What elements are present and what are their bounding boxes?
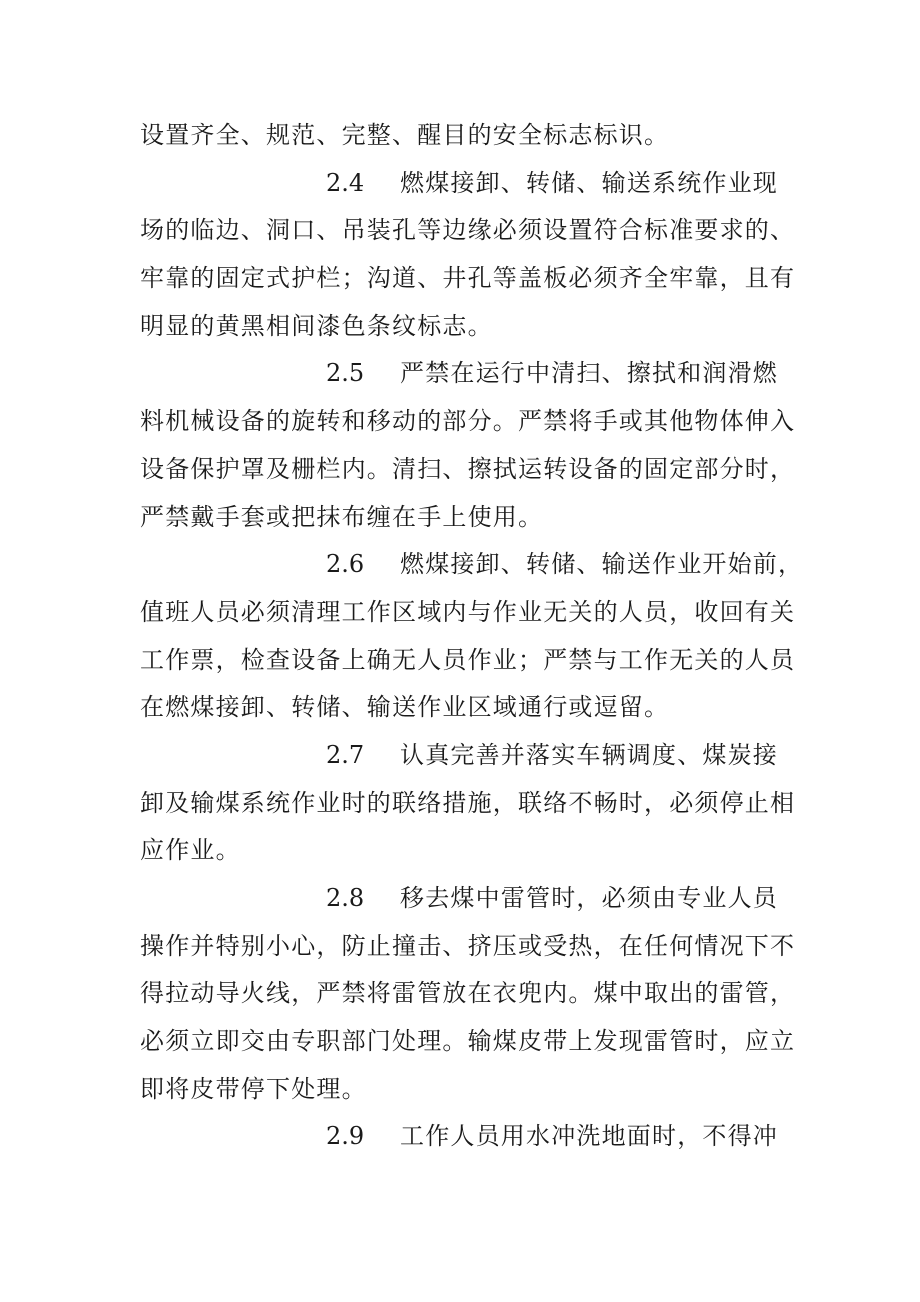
text-line	[140, 1018, 796, 1066]
text-line	[140, 1113, 790, 1161]
line-text: 牢靠的固定式护栏；沟道、井孔等盖板必须齐全牢靠，且有	[140, 264, 796, 293]
clause-number: 2.7	[326, 740, 365, 769]
line-text: 操作并特别小心，防止撞击、挤压或受热，在任何情况下不	[140, 931, 796, 960]
text-line	[140, 684, 790, 732]
line-text: 工作人员用水冲洗地面时，不得冲	[400, 1122, 778, 1151]
text-line	[140, 827, 790, 875]
text-line	[140, 589, 796, 637]
text-line	[140, 541, 804, 589]
line-text: 场的临边、洞口、吊装孔等边缘必须设置符合标准要求的、	[140, 216, 796, 245]
text-line	[140, 780, 796, 828]
text-line	[140, 970, 796, 1018]
line-text: 应作业。	[140, 836, 241, 865]
text-line	[140, 732, 790, 780]
line-text: 严禁在运行中清扫、擦拭和润滑燃	[400, 359, 778, 388]
line-text: 料机械设备的旋转和移动的部分。严禁将手或其他物体伸入	[140, 407, 796, 436]
line-text: 燃煤接卸、转储、输送系统作业现	[400, 168, 778, 197]
text-line	[140, 637, 796, 685]
clause-number: 2.6	[326, 550, 365, 579]
text-line	[140, 446, 796, 494]
text-line	[140, 303, 790, 351]
line-text: 移去煤中雷管时，必须由专业人员	[400, 884, 778, 912]
text-line	[140, 112, 790, 160]
line-text: 必须立即交由专职部门处理。输煤皮带上发现雷管时，应立	[140, 1027, 796, 1056]
text-line	[140, 160, 790, 208]
line-text: 即将皮带停下处理。	[140, 1074, 367, 1103]
line-text: 工作票，检查设备上确无人员作业；严禁与工作无关的人员	[140, 645, 796, 674]
line-text: 得拉动导火线，严禁将雷管放在衣兜内。煤中取出的雷管，	[140, 979, 796, 1008]
text-line	[140, 207, 796, 255]
text-line	[140, 923, 796, 971]
line-text: 设备保护罩及栅栏内。清扫、擦拭运转设备的固定部分时，	[140, 454, 796, 483]
clause-number: 2.9	[326, 1122, 365, 1151]
clause-number: 2.5	[326, 359, 365, 388]
line-text: 值班人员必须清理工作区域内与作业无关的人员，收回有关	[140, 597, 796, 626]
line-text: 认真完善并落实车辆调度、煤炭接	[400, 740, 778, 769]
text-line	[140, 875, 790, 923]
clause-number: 2.8	[326, 884, 365, 912]
text-line	[140, 255, 796, 303]
line-text: 在燃煤接卸、转储、输送作业区域通行或逗留。	[140, 693, 670, 722]
body-text	[140, 112, 804, 1161]
line-text: 明显的黄黑相间漆色条纹标志。	[140, 311, 493, 340]
text-line	[140, 494, 790, 542]
text-line	[140, 398, 796, 446]
clause-number: 2.4	[326, 168, 365, 197]
line-text: 燃煤接卸、转储、输送作业开始前，	[400, 550, 804, 579]
line-text: 设置齐全、规范、完整、醒目的安全标志标识。	[140, 121, 670, 149]
text-line	[140, 1066, 790, 1114]
line-text: 严禁戴手套或把抹布缠在手上使用。	[140, 502, 544, 531]
text-line	[140, 350, 790, 398]
line-text: 卸及输煤系统作业时的联络措施，联络不畅时，必须停止相	[140, 788, 796, 817]
